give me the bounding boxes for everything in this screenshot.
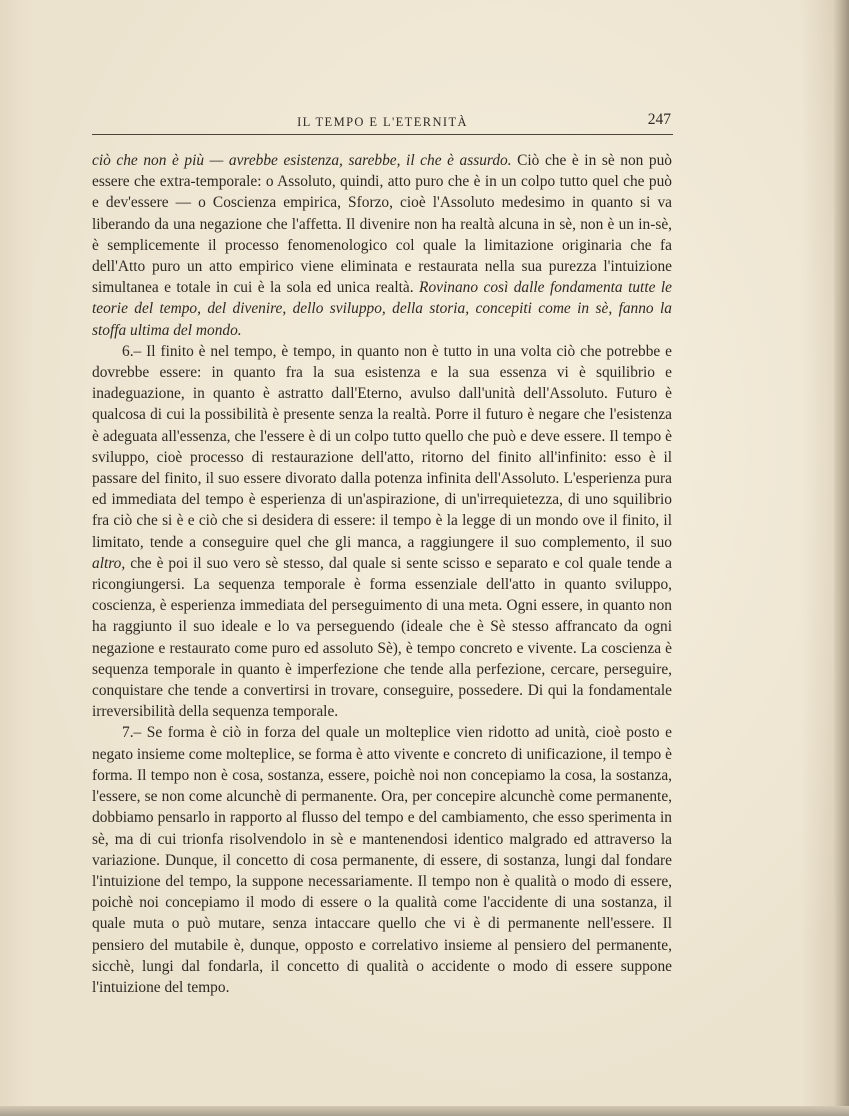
paragraph-7: [92, 722, 672, 998]
paragraph-6: [92, 341, 672, 723]
running-title: IL TEMPO E L'ETERNITÀ: [297, 115, 468, 129]
italic-phrase: Rovinano così dalle fondamenta tutte le teorie del tempo, del divenire, dello sviluppo, della storia, concepiti come in sè, fanno la stoffa ultima del mondo.: [92, 279, 672, 339]
paragraph-text: che è poi il suo vero sè stesso, dal quale si sente scisso e separato e col quale tende a ricongiungersi. La sequenza temporale è forma essenziale dell'atto in quanto sviluppo, coscienza, è esperienza immediata del perseguimento di una meta. Ogni essere, in quanto non ha raggiunto il suo ideale e lo va perseguendo (ideale che è Sè stesso affrancato da ogni negazione e restaurato come puro ed assoluto Sè), è tempo concreto e vivente. La coscienza è sequenza temporale in quanto è imperfezione che tende alla perfezione, cercare, perseguire, conquistare che tende a convertirsi in trovare, conseguire, possedere. Di qui la fondamentale irreversibilità della sequenza temporale.: [92, 554, 672, 721]
italic-word: altro,: [92, 554, 126, 572]
page-header: [92, 108, 673, 135]
paragraph-text: 6.– Il finito è nel tempo, è tempo, in quanto non è tutto in una volta ciò che potrebbe e dovrebbe essere: in quanto fra la sua esistenza e la sua essenza vi è squilibrio e inadeguazione, in quanto è astratto dall'Eterno, avulso dall'unità dell'Assoluto. Futuro è qualcosa di cui la possibilità è presente senza la realtà. Porre il futuro è negare che l'esistenza è adeguata all'essenza, che l'essere è di un colpo tutto quello che può e deve essere. Il tempo è sviluppo, cioè processo di restaurazione dell'atto, ritorno del finito all'infinito: esso è il passare del finito, il suo essere divorato dalla potenza infinita dell'Assoluto. L'esperienza pura ed immediata del tempo è esperienza di un'aspirazione, di un'irrequietezza, di uno squilibrio fra ciò che si è e ciò che si desidera di essere: il tempo è la legge di un mondo ove il finito, il limitato, tende a conseguire quel che gli manca, a raggiungere il suo complemento, il suo: [92, 342, 672, 551]
body-text: [92, 150, 672, 998]
italic-phrase: ciò che non è più — avrebbe esistenza, sarebbe, il che è assurdo.: [92, 152, 512, 169]
paragraph-continuation: [92, 150, 672, 341]
paragraph-text: Ciò che è in sè non può essere che extra-temporale: o Assoluto, quindi, atto puro che è in un colpo tutto quel che può e dev'essere — o Coscienza empirica, Sforzo, cioè l'Assoluto medesimo in quanto si va liberando da una negazione che l'affetta. Il divenire non ha realtà alcuna in sè, non è un in-sè, è semplicemente il processo fenomenologico col quale la limitazione originaria che fa dell'Atto puro un atto empirico viene eliminata e restaurata nella sua purezza l'intuizione simultanea e totale in cui è la sola ed unica realtà.: [92, 152, 672, 297]
page-number: 247: [647, 111, 671, 128]
paragraph-text: 7.– Se forma è ciò in forza del quale un molteplice vien ridotto ad unità, cioè posto e negato insieme come molteplice, se forma è atto vivente e concreto di unificazione, il tempo è forma. Il tempo non è cosa, sostanza, essere, poichè noi non concepiamo la cosa, la sostanza, l'essere, se non come alcunchè di permanente. Ora, per concepire alcunchè come permanente, dobbiamo pensarlo in rapporto al flusso del tempo e del cambiamento, che esso sperimenta in sè, ma di cui trionfa risolvendolo in sè e mantenendosi identico malgrado ed attraverso la variazione. Dunque, il concetto di cosa permanente, di essere, di sostanza, lungi dal fondare l'intuizione del tempo, la suppone necessariamente. Il tempo non è qualità o modo di essere, poichè noi concepiamo il modo di essere o la qualità come l'accidente di una sostanza, il quale muta o può mutare, senza intaccare quello che vi è di permanente nell'essere. Il pensiero del mutabile è, dunque, opposto e correlativo insieme al pensiero del permanente, sicchè, lungi dal fondarla, il concetto di qualità o accidente o modo di essere suppone l'intuizione del tempo.: [92, 724, 672, 996]
page-stack-edge: [834, 0, 849, 1116]
page-bottom-edge: [0, 1106, 849, 1116]
